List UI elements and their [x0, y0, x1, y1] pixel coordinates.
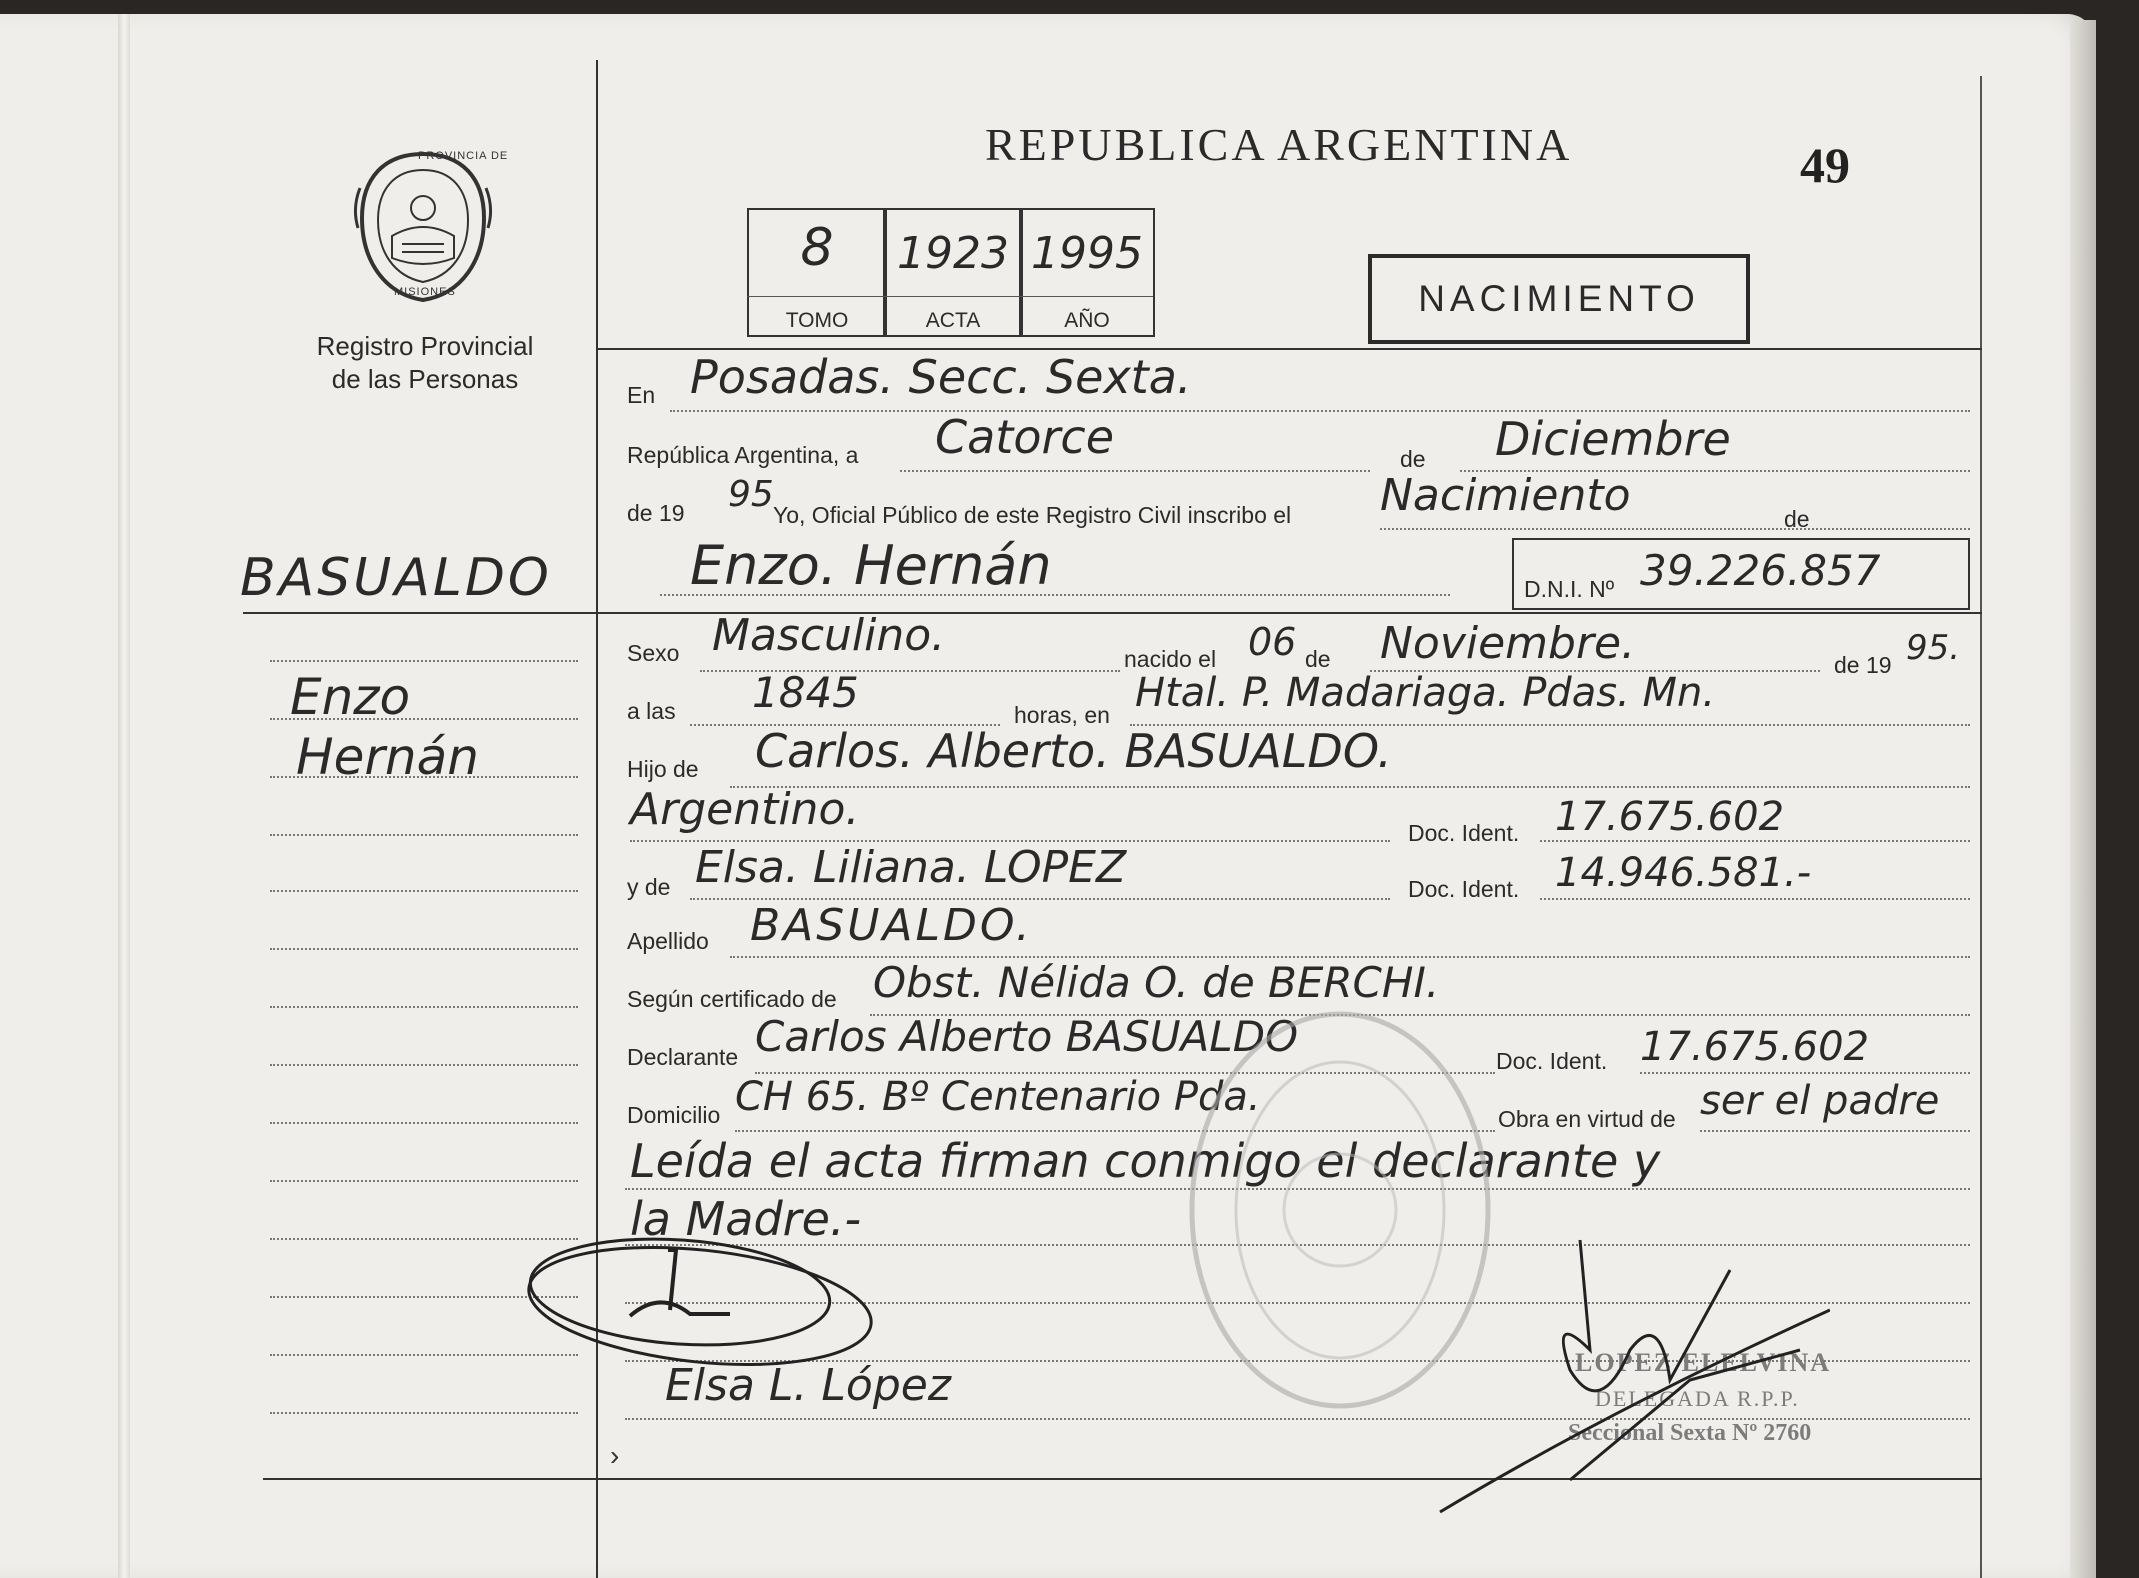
father-doc-value: 17.675.602 [1555, 794, 1785, 840]
seal-top-text: PROVINCIA DE [418, 150, 509, 162]
form-line-father [730, 786, 1970, 788]
declarante-label: Declarante [627, 1044, 739, 1070]
declarante-value: Carlos Alberto BASUALDO [755, 1012, 1299, 1061]
continuation-line-2: la Madre.- [630, 1192, 862, 1246]
sexo-label: Sexo [627, 640, 680, 666]
form-line-day [900, 470, 1370, 472]
country-heading: REPUBLICA ARGENTINA [985, 119, 1573, 170]
acta-value: 1923 [897, 228, 1009, 279]
registry-line-2: de las Personas [331, 364, 519, 394]
hijo-label: Hijo de [627, 756, 699, 782]
de-label-2: de [1784, 506, 1810, 532]
margin-line [270, 1180, 578, 1182]
year-label: de 19 [627, 500, 685, 526]
domicilio-label: Domicilio [627, 1102, 721, 1128]
year-value: 95 [728, 474, 774, 515]
margin-line [270, 1122, 578, 1124]
mother-signature: Elsa L. López [665, 1360, 951, 1411]
continuation-line-1: Leída el acta firman conmigo el declarante y [630, 1134, 1661, 1188]
form-line-declarante-doc [1640, 1072, 1970, 1074]
de-label-3: de [1305, 646, 1331, 672]
mother-doc-value: 14.946.581.- [1555, 850, 1812, 896]
record-type-box: NACIMIENTO [1368, 254, 1750, 344]
declarant-signature-icon [520, 1230, 880, 1380]
nacido-label: nacido el [1124, 646, 1217, 672]
form-line-acto [1380, 528, 1970, 530]
box-caption-divider [747, 296, 1153, 297]
mother-value: Elsa. Liliana. LOPEZ [695, 842, 1127, 893]
seal-bottom-text: MISIONES [394, 286, 456, 298]
margin-line [270, 660, 578, 662]
yde-label: y de [627, 874, 671, 900]
form-line-father-doc [1540, 840, 1970, 842]
place-value: Htal. P. Madariaga. Pdas. Mn. [1135, 670, 1716, 716]
tomo-cell [747, 208, 887, 337]
margin-line [270, 948, 578, 950]
en-value: Posadas. Secc. Sexta. [690, 350, 1192, 404]
form-line-en [670, 410, 1970, 412]
officer-stamp-name: LOPEZ ELELVINA [1575, 1348, 1832, 1377]
horas-label: horas, en [1014, 702, 1110, 728]
birth-year-label: de 19 [1834, 652, 1892, 678]
republica-label: República Argentina, a [627, 442, 859, 468]
birth-month-value: Noviembre. [1380, 618, 1636, 669]
birth-year-value: 95. [1906, 628, 1961, 668]
father-value: Carlos. Alberto. BASUALDO. [755, 724, 1392, 778]
domicilio-value: CH 65. Bº Centenario Pda. [735, 1074, 1261, 1120]
book-spine [118, 14, 130, 1578]
registry-name [290, 330, 560, 396]
page-edge [2070, 20, 2096, 1578]
misiones-seal-icon [352, 148, 494, 306]
apellido-value: BASUALDO. [750, 900, 1033, 951]
month-value: Diciembre [1495, 412, 1731, 466]
form-line-mother-doc [1540, 898, 1970, 900]
anio-value: 1995 [1031, 228, 1143, 279]
acta-label: ACTA [925, 309, 981, 332]
de-label: de [1400, 446, 1426, 472]
margin-line [270, 834, 578, 836]
margin-surname: BASUALDO [240, 548, 552, 608]
right-border [1980, 76, 1982, 1578]
apellido-label: Apellido [627, 928, 709, 954]
officer-signature-icon [1430, 1230, 1830, 1520]
page-number: 49 [1800, 137, 1850, 193]
tomo-label: TOMO [785, 309, 849, 332]
child-name-value: Enzo. Hernán [690, 534, 1052, 597]
birth-day-value: 06 [1248, 620, 1297, 664]
sexo-value: Masculino. [712, 610, 946, 661]
margin-line [270, 890, 578, 892]
father-doc-label: Doc. Ident. [1408, 820, 1520, 846]
acta-cell [883, 208, 1023, 337]
en-label: En [627, 382, 656, 408]
officer-stamp-office: Seccional Sexta Nº 2760 [1568, 1420, 1812, 1446]
margin-line [270, 1412, 578, 1414]
officer-stamp-role: DELEGADA R.P.P. [1595, 1386, 1800, 1411]
acto-value: Nacimiento [1380, 470, 1631, 521]
father-nationality: Argentino. [630, 784, 860, 835]
registry-line-1: Registro Provincial [316, 331, 534, 361]
obra-value: ser el padre [1700, 1078, 1940, 1124]
oficial-label: Yo, Oficial Público de este Registro Civil inscribo el [773, 502, 1292, 528]
margin-line [270, 1006, 578, 1008]
declarante-doc-value: 17.675.602 [1640, 1024, 1870, 1070]
anio-cell [1019, 208, 1155, 337]
name-rule [243, 612, 1982, 614]
margin-line [270, 1064, 578, 1066]
tomo-value: 8 [800, 218, 834, 278]
declarante-doc-label: Doc. Ident. [1496, 1048, 1608, 1074]
day-value: Catorce [935, 410, 1114, 464]
dni-label: D.N.I. Nº [1524, 576, 1615, 602]
alas-label: a las [627, 698, 676, 724]
segun-label: Según certificado de [627, 986, 837, 1012]
form-line-obra [1700, 1130, 1970, 1132]
anio-label: AÑO [1064, 309, 1110, 332]
time-value: 1845 [752, 668, 859, 717]
obra-label: Obra en virtud de [1498, 1106, 1676, 1132]
tick-mark: › [610, 1440, 620, 1471]
mother-doc-label: Doc. Ident. [1408, 876, 1520, 902]
dni-value: 39.226.857 [1640, 546, 1881, 595]
margin-given-name-2: Hernán [296, 728, 479, 786]
segun-value: Obst. Nélida O. de BERCHI. [873, 958, 1440, 1007]
margin-given-name-1: Enzo [290, 668, 411, 726]
